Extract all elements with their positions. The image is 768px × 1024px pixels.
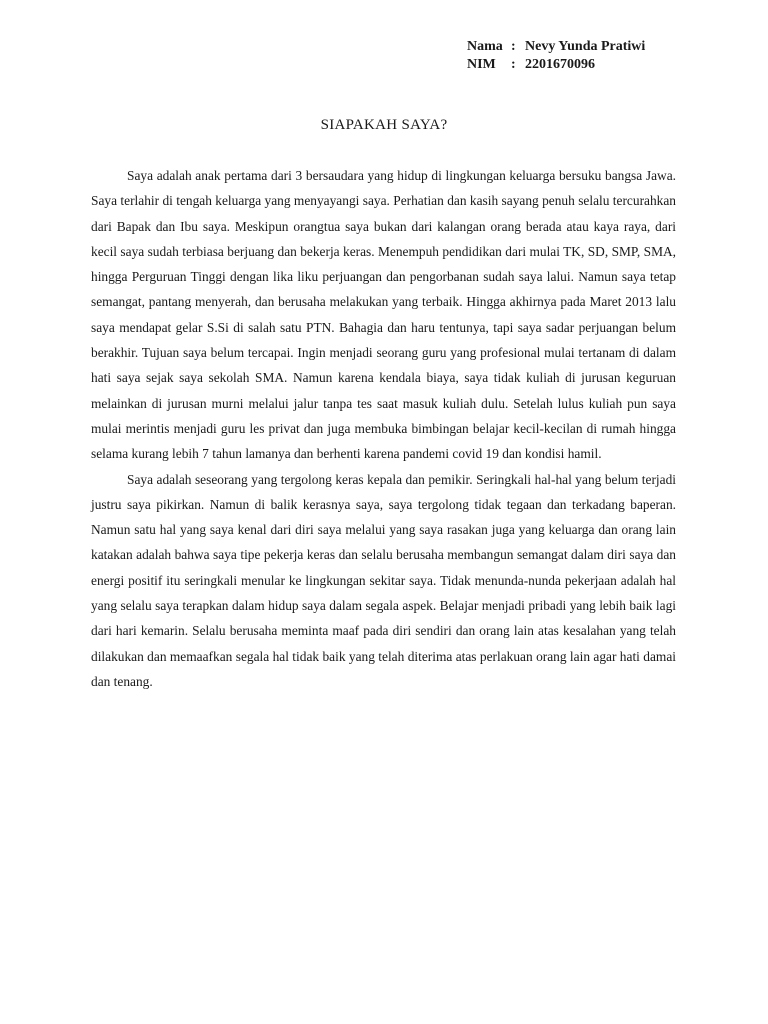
nim-colon: : <box>511 57 516 72</box>
nim-row <box>467 56 645 74</box>
paragraph-1: Saya adalah anak pertama dari 3 bersaudara yang hidup di lingkungan keluarga bersuku bangsa Jawa. Saya terlahir di tengah keluarga yang menyayangi saya. Perhatian dan kasih sayang penuh selalu tercurahkan dari Bapak dan Ibu saya. Meskipun orangtua saya bukan dari kalangan orang berada atau kaya raya, dari kecil saya sudah terbiasa berjuang dan bekerja keras. Menempuh pendidikan dari mulai TK, SD, SMP, SMA, hingga Perguruan Tinggi dengan lika liku perjuangan dan pengorbanan sudah saya lalui. Namun saya tetap semangat, pantang menyerah, dan berusaha melakukan yang terbaik. Hingga akhirnya pada Maret 2013 lalu saya mendapat gelar S.Si di salah satu PTN. Bahagia dan haru tentunya, tapi saya sadar perjuangan belum berakhir. Tujuan saya belum tercapai. Ingin menjadi seorang guru yang profesional mulai tertanam di dalam hati saya sejak saya sekolah SMA. Namun karena kendala biaya, saya tidak kuliah di jurusan keguruan melainkan di jurusan murni melalui jalur tanpa tes saat masuk kuliah dulu. Setelah lulus kuliah pun saya mulai merintis menjadi guru les privat dan juga membuka bimbingan belajar kecil-kecilan di rumah hingga selama kurang lebih 7 tahun lamanya dan berhenti karena pandemi covid 19 dan kondisi hamil. <box>91 168 676 462</box>
name-row <box>467 38 645 56</box>
paragraph-2: Saya adalah seseorang yang tergolong keras kepala dan pemikir. Seringkali hal-hal yang belum terjadi justru saya pikirkan. Namun di balik kerasnya saya, saya tergolong tidak tegaan dan terkadang baperan. Namun satu hal yang saya kenal dari diri saya melalui yang saya rasakan juga yang keluarga dan orang lain katakan adalah bahwa saya tipe pekerja keras dan selalu berusaha membangun semangat dalam diri saya dan energi positif itu seringkali menular ke lingkungan sekitar saya. Tidak menunda-nunda pekerjaan adalah hal yang selalu saya terapkan dalam hidup saya dalam segala aspek. Belajar menjadi pribadi yang lebih baik lagi dari hari kemarin. Selalu berusaha meminta maaf pada diri sendiri dan orang lain atas kesalahan yang telah dilakukan dan memaafkan segala hal tidak baik yang telah diterima atas perlakuan orang lain agar hati damai dan tenang. <box>91 471 676 689</box>
document-body <box>91 163 676 694</box>
name-colon: : <box>511 39 516 54</box>
document-title: SIAPAKAH SAYA? <box>320 117 448 133</box>
name-value: Nevy Yunda Pratiwi <box>525 39 646 54</box>
nim-value: 2201670096 <box>525 57 595 72</box>
author-identity <box>467 38 645 74</box>
nim-label: NIM <box>467 57 496 72</box>
name-label: Nama <box>467 39 503 54</box>
